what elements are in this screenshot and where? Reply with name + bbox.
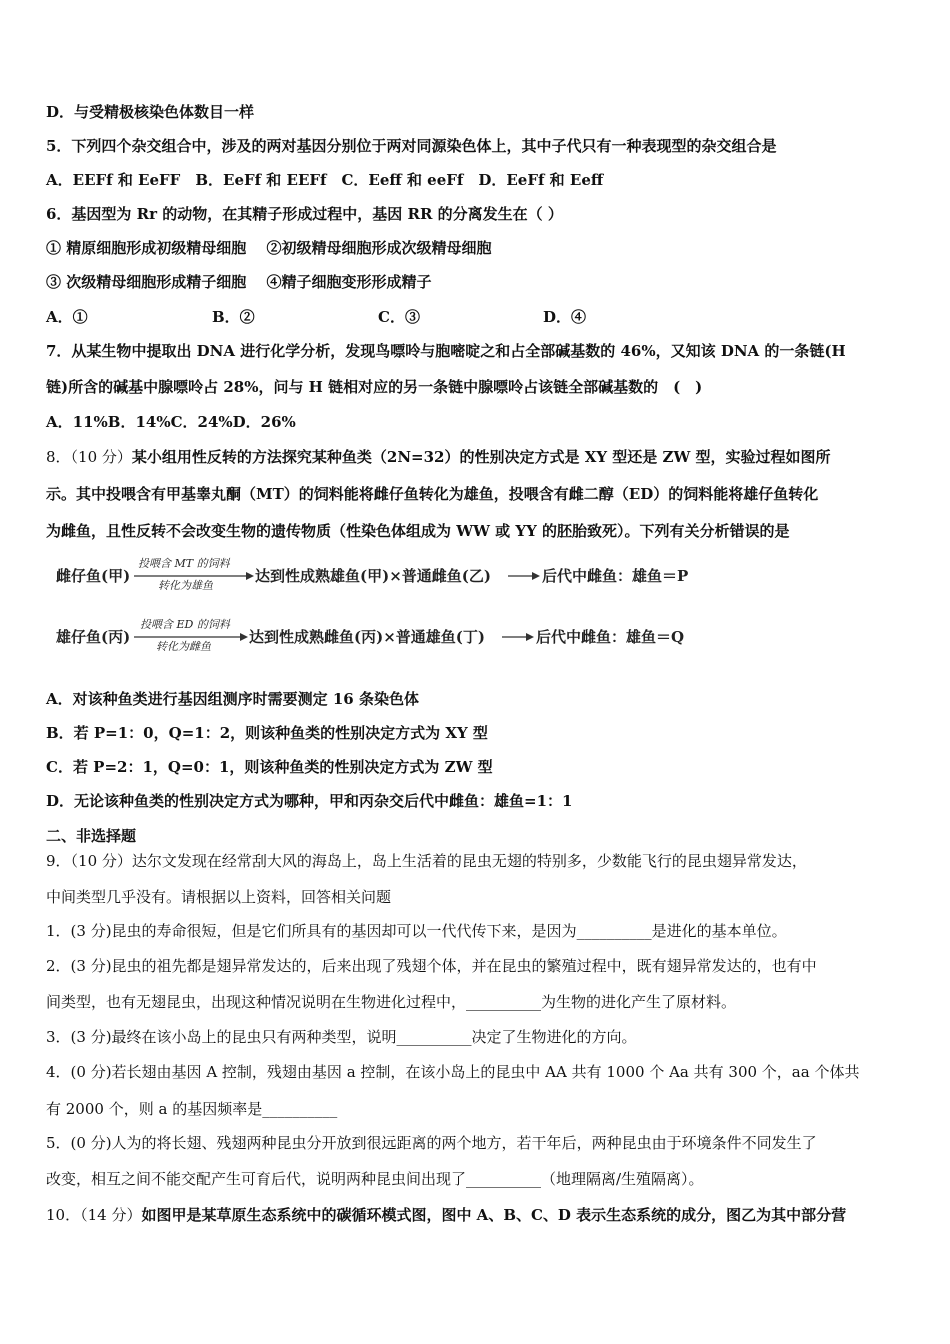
- q9-sub4-line2: 有 2000 个，则 a 的基因频率是__________: [46, 1100, 338, 1118]
- q8-stem-line2: 示。其中投喂含有甲基睾丸酮（MT）的饲料能将雌仔鱼转化为雄鱼，投喂含有雌二醇（ED）的饲料能将雄仔鱼转化: [46, 485, 819, 503]
- q6-option-b: B．②: [212, 308, 255, 326]
- q4-option-d: D．与受精极核染色体数目一样: [46, 103, 255, 121]
- q8-stem-line1: [46, 447, 831, 467]
- q9-stem-line1: 9．（10 分）达尔文发现在经常刮大风的海岛上，岛上生活着的昆虫无翅的特别多，少数能飞行的昆虫翅异常发达，: [46, 852, 807, 870]
- row1-arrow2-head-icon: [532, 572, 540, 580]
- q9-sub2-line2: 间类型，也有无翅昆虫，出现这种情况说明在生物进化过程中，__________为生物的进化产生了原材料。: [46, 993, 737, 1011]
- q8-text: 某小组用性反转的方法探究某种鱼类（2N=32）的性别决定方式是 XY 型还是 ZW 型，实验过程如图所: [131, 448, 831, 466]
- q6-item-1-2: ① 精原细胞形成初级精母细胞 ②初级精母细胞形成次级精母细胞: [46, 239, 492, 257]
- q8-diagram-row2: [50, 617, 710, 653]
- q10-stem-line1: [46, 1205, 846, 1225]
- q8-option-a: A．对该种鱼类进行基因组测序时需要测定 16 条染色体: [46, 690, 419, 708]
- row2-arrow2-head-icon: [526, 633, 534, 641]
- row2-arrow-top: 投喂含 ED 的饲料: [140, 618, 230, 631]
- q8-number: 8．（10 分）: [46, 448, 132, 466]
- q5-stem: 5．下列四个杂交组合中，涉及的两对基因分别位于两对同源染色体上，其中子代只有一种表现型的杂交组合是: [46, 137, 777, 155]
- row2-start: 雄仔鱼(丙): [56, 628, 131, 646]
- q10-text: 如图甲是某草原生态系统中的碳循环模式图，图中 A、B、C、D 表示生态系统的成分，图乙为其中部分营: [141, 1206, 847, 1224]
- q9-sub5-line1: 5．(0 分)人为的将长翅、残翅两种昆虫分开放到很远距离的两个地方，若干年后，两种昆虫由于环境条件不同发生了: [46, 1134, 817, 1152]
- row1-start: 雌仔鱼(甲): [56, 567, 131, 585]
- section-heading: 二、非选择题: [46, 827, 137, 845]
- q8-option-c: C．若 P=2：1，Q=0：1，则该种鱼类的性别决定方式为 ZW 型: [46, 758, 493, 776]
- q5-options: A．EEFf 和 EeFF B．EeFf 和 EEFf C．Eeff 和 eeFf D．EeFf 和 Eeff: [46, 171, 604, 189]
- row1-arrow-top: 投喂含 MT 的饲料: [138, 557, 230, 570]
- q6-option-d: D．④: [543, 308, 587, 326]
- q7-stem-line1: 7．从某生物中提取出 DNA 进行化学分析，发现鸟嘌呤与胞嘧啶之和占全部碱基数的 46%，又知该 DNA 的一条链(H: [46, 342, 846, 360]
- q10-number: 10．（14 分）: [46, 1206, 142, 1224]
- row2-arrow-bottom: 转化为雌鱼: [156, 640, 211, 653]
- q8-stem-line3: 为雌鱼，且性反转不会改变生物的遗传物质（性染色体组成为 WW 或 YY 的胚胎致死）。下列有关分析错误的是: [46, 522, 790, 540]
- row1-result: 后代中雌鱼：雄鱼＝P: [542, 567, 689, 585]
- q7-stem-line2: 链)所含的碱基中腺嘌呤占 28%，问与 H 链相对应的另一条链中腺嘌呤占该链全部碱基数的 ( ): [46, 378, 703, 396]
- q9-sub3: 3．(3 分)最终在该小岛上的昆虫只有两种类型，说明__________决定了生物进化的方向。: [46, 1028, 637, 1046]
- q9-sub4-line1: 4．(0 分)若长翅由基因 A 控制，残翅由基因 a 控制，在该小岛上的昆虫中 AA 共有 1000 个 Aa 共有 300 个，aa 个体共: [46, 1063, 860, 1081]
- q6-option-a: A．①: [46, 308, 88, 326]
- row2-result: 后代中雌鱼：雄鱼＝Q: [536, 628, 685, 646]
- row1-cross: 达到性成熟雄鱼(甲)×普通雌鱼(乙): [255, 567, 491, 585]
- q6-option-c: C．③: [378, 308, 420, 326]
- row2-arrow-head-icon: [240, 633, 248, 641]
- q9-stem-line2: 中间类型几乎没有。请根据以上资料，回答相关问题: [46, 888, 392, 906]
- row2-cross: 达到性成熟雌鱼(丙)×普通雄鱼(丁): [249, 628, 485, 646]
- q6-item-3-4: ③ 次级精母细胞形成精子细胞 ④精子细胞变形形成精子: [46, 273, 432, 291]
- q9-sub5-line2: 改变，相互之间不能交配产生可育后代，说明两种昆虫间出现了__________（地理隔离/生殖隔离）。: [46, 1170, 704, 1188]
- q8-option-d: D．无论该种鱼类的性别决定方式为哪种，甲和丙杂交后代中雌鱼：雄鱼=1：1: [46, 792, 573, 810]
- q8-diagram-row1: [50, 556, 710, 592]
- row1-arrow-head-icon: [246, 572, 254, 580]
- row1-arrow-bottom: 转化为雄鱼: [158, 579, 213, 592]
- q9-sub1: 1．(3 分)昆虫的寿命很短，但是它们所具有的基因却可以一代代传下来，是因为__________是进化的基本单位。: [46, 922, 787, 940]
- q7-options: A．11%B．14%C．24%D．26%: [46, 413, 296, 431]
- q6-stem: 6．基因型为 Rr 的动物，在其精子形成过程中，基因 RR 的分离发生在（ ）: [46, 205, 563, 223]
- q8-option-b: B．若 P=1：0，Q=1：2，则该种鱼类的性别决定方式为 XY 型: [46, 724, 488, 742]
- q9-sub2-line1: 2．(3 分)昆虫的祖先都是翅异常发达的，后来出现了残翅个体，并在昆虫的繁殖过程中，既有翅异常发达的，也有中: [46, 957, 817, 975]
